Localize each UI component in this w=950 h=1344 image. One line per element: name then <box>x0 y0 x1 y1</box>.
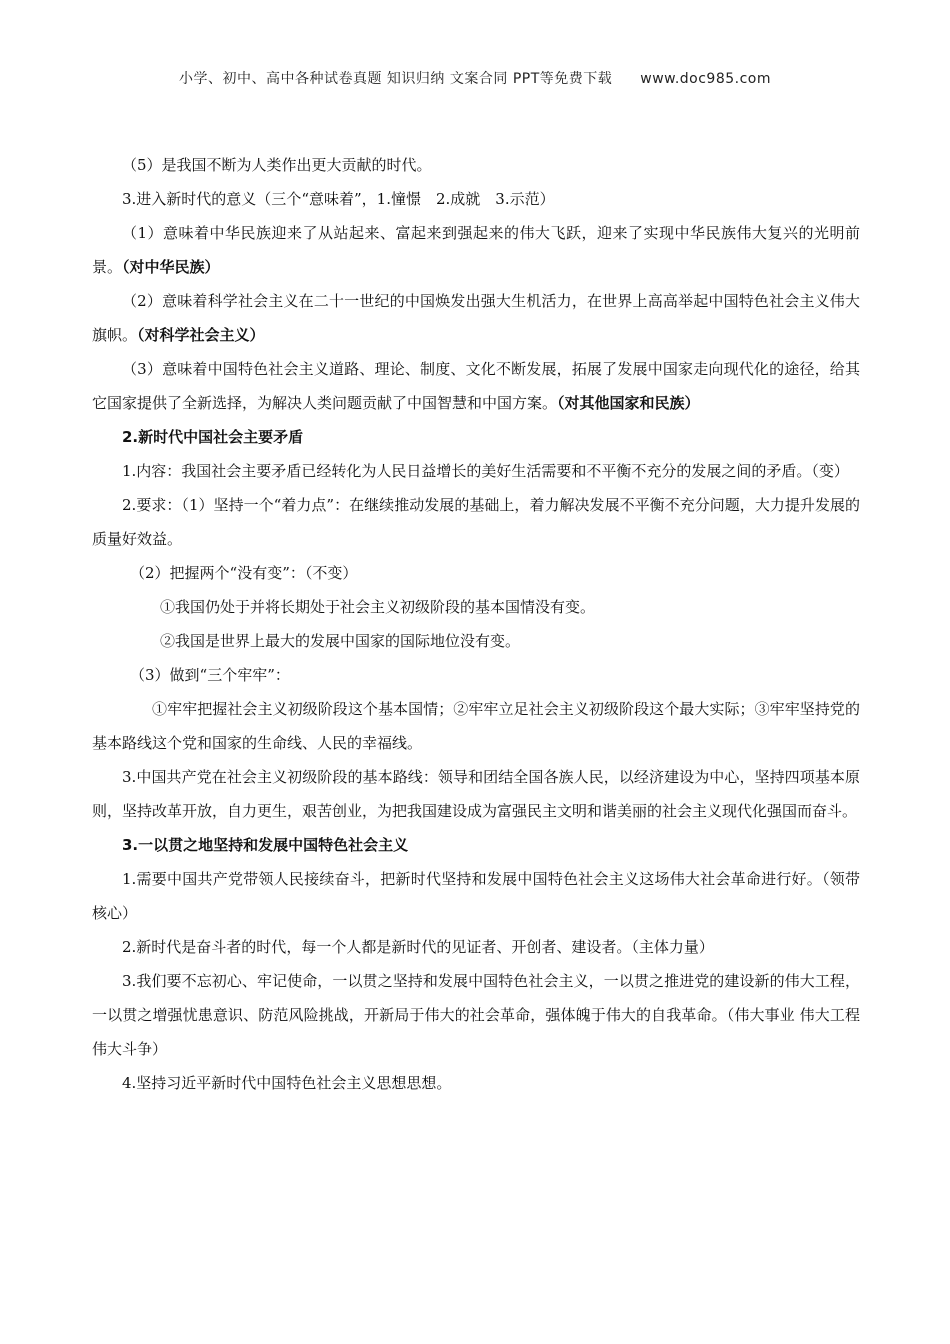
document-body <box>92 148 860 1100</box>
paragraph-emphasis: （对中华民族） <box>122 258 220 276</box>
header-text: 小学、初中、高中各种试卷真题 知识归纳 文案合同 PPT等免费下载 <box>178 71 613 87</box>
list-item: ②我国是世界上最大的发展中国家的国际地位没有变。 <box>160 632 521 650</box>
paragraph: 3.进入新时代的意义（三个“意味着”，1.憧憬 2.成就 3.示范） <box>122 190 555 208</box>
paragraph: 3.我们要不忘初心、牢记使命，一以贯之坚持和发展中国特色社会主义，一以贯之推进党的建设新的伟大工程，一以贯之增强忧患意识、防范风险挑战，开新局于伟大的社会革命，强体魄于伟大的自我革命。（伟大事业 伟大工程 伟大斗争） <box>92 972 860 1058</box>
paragraph: （3）做到“三个牢牢”： <box>130 666 290 684</box>
paragraph <box>92 216 860 284</box>
paragraph: 3.中国共产党在社会主义初级阶段的基本路线：领导和团结全国各族人民，以经济建设为中心，坚持四项基本原则，坚持改革开放，自力更生，艰苦创业，为把我国建设成为富强民主文明和谐美丽的社会主义现代化强国而奋斗。 <box>92 768 860 820</box>
section-heading: 3.一以贯之地坚持和发展中国特色社会主义 <box>122 836 409 854</box>
paragraph <box>92 352 860 420</box>
paragraph-text: （2）意味着科学社会主义在二十一世纪的中国焕发出强大生机活力，在世界上高高举起中国特色社会主义伟大旗帜。 <box>92 292 860 344</box>
paragraph: 1.内容：我国社会主要矛盾已经转化为人民日益增长的美好生活需要和不平衡不充分的发展之间的矛盾。（变） <box>122 462 849 480</box>
paragraph-text: （3）意味着中国特色社会主义道路、理论、制度、文化不断发展，拓展了发展中国家走向现代化的途径，给其它国家提供了全新选择，为解决人类问题贡献了中国智慧和中国方案。 <box>92 360 860 412</box>
page-header <box>0 68 950 88</box>
header-url[interactable]: www.doc985.com <box>640 71 772 87</box>
paragraph-text: （1）意味着中华民族迎来了从站起来、富起来到强起来的伟大飞跃，迎来了实现中华民族伟大复兴的光明前景。 <box>92 224 860 276</box>
paragraph: ①牢牢把握社会主义初级阶段这个基本国情；②牢牢立足社会主义初级阶段这个最大实际；③牢牢坚持党的基本路线这个党和国家的生命线、人民的幸福线。 <box>92 700 860 752</box>
paragraph-emphasis: （对科学社会主义） <box>137 326 265 344</box>
paragraph: 4.坚持习近平新时代中国特色社会主义思想思想。 <box>122 1074 452 1092</box>
paragraph <box>92 284 860 352</box>
paragraph: 2.要求：（1）坚持一个“着力点”：在继续推动发展的基础上，着力解决发展不平衡不充分问题，大力提升发展的质量好效益。 <box>92 496 860 548</box>
list-item: ①我国仍处于并将长期处于社会主义初级阶段的基本国情没有变。 <box>160 598 596 616</box>
paragraph: （2）把握两个“没有变”：（不变） <box>130 564 358 582</box>
paragraph: 1.需要中国共产党带领人民接续奋斗，把新时代坚持和发展中国特色社会主义这场伟大社会革命进行好。（领带核心） <box>92 870 860 922</box>
paragraph-emphasis: （对其他国家和民族） <box>557 394 700 412</box>
section-heading: 2.新时代中国社会主要矛盾 <box>122 428 304 446</box>
paragraph: （5）是我国不断为人类作出更大贡献的时代。 <box>122 156 432 174</box>
paragraph: 2.新时代是奋斗者的时代，每一个人都是新时代的见证者、开创者、建设者。（主体力量） <box>122 938 714 956</box>
